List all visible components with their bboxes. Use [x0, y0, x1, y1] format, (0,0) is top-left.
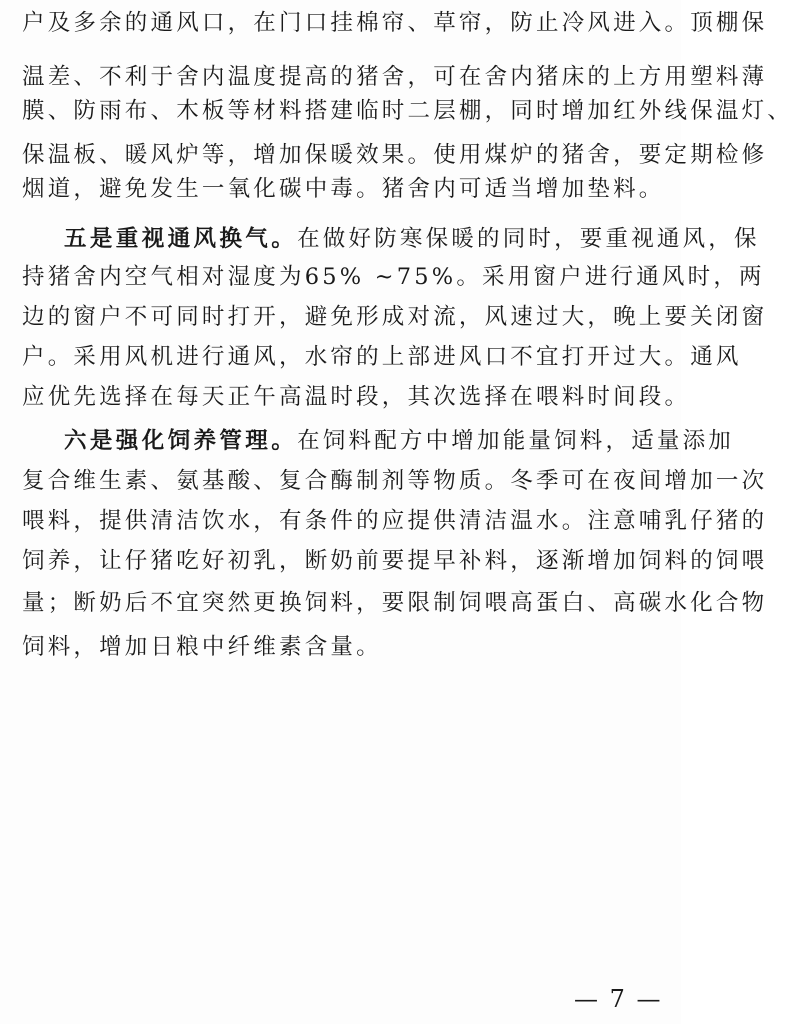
text-line: 温差、不利于舍内温度提高的猪舍，可在舍内猪床的上方用塑料薄: [22, 64, 768, 90]
text-line: 应优先选择在每天正午高温时段，其次选择在喂料时间段。: [22, 384, 691, 410]
paragraph-section-6-first-line: [64, 426, 734, 456]
text-line: 户。采用风机进行通风，水帘的上部进风口不宜打开过大。通风: [22, 344, 742, 370]
text-line: 保温板、暖风炉等，增加保暖效果。使用煤炉的猪舍，要定期检修: [22, 142, 768, 168]
section-6-text: 在饲料配方中增加能量饲料，适量添加: [297, 428, 735, 454]
text-line: 烟道，避免发生一氧化碳中毒。猪舍内可适当增加垫料。: [22, 176, 665, 202]
section-6-heading: 六是强化饲养管理。: [64, 428, 298, 454]
text-line: 复合维生素、氨基酸、复合酶制剂等物质。冬季可在夜间增加一次: [22, 468, 768, 494]
section-5-text: 在做好防寒保暖的同时，要重视通风，保: [297, 226, 760, 252]
text-line: 饲料，增加日粮中纤维素含量。: [22, 634, 382, 660]
text-line: 饲养，让仔猪吃好初乳，断奶前要提早补料，逐渐增加饲料的饲喂: [22, 548, 768, 574]
text-line: 膜、防雨布、木板等材料搭建临时二层棚，同时增加红外线保温灯、: [22, 98, 793, 124]
text-line: 边的窗户不可同时打开，避免形成对流，风速过大，晚上要关闭窗: [22, 304, 768, 330]
page-number: — 7 —: [574, 985, 663, 1013]
text-line: 持猪舍内空气相对湿度为65% ~75%。采用窗户进行通风时，两: [22, 264, 765, 290]
text-line: 户及多余的通风口，在门口挂棉帘、草帘，防止冷风进入。顶棚保: [22, 10, 768, 36]
text-line: 喂料，提供清洁饮水，有条件的应提供清洁温水。注意哺乳仔猪的: [22, 508, 768, 534]
section-5-heading: 五是重视通风换气。: [64, 226, 298, 252]
text-line: 量；断奶后不宜突然更换饲料，要限制饲喂高蛋白、高碳水化合物: [22, 590, 768, 616]
paragraph-section-5-first-line: [64, 224, 760, 254]
